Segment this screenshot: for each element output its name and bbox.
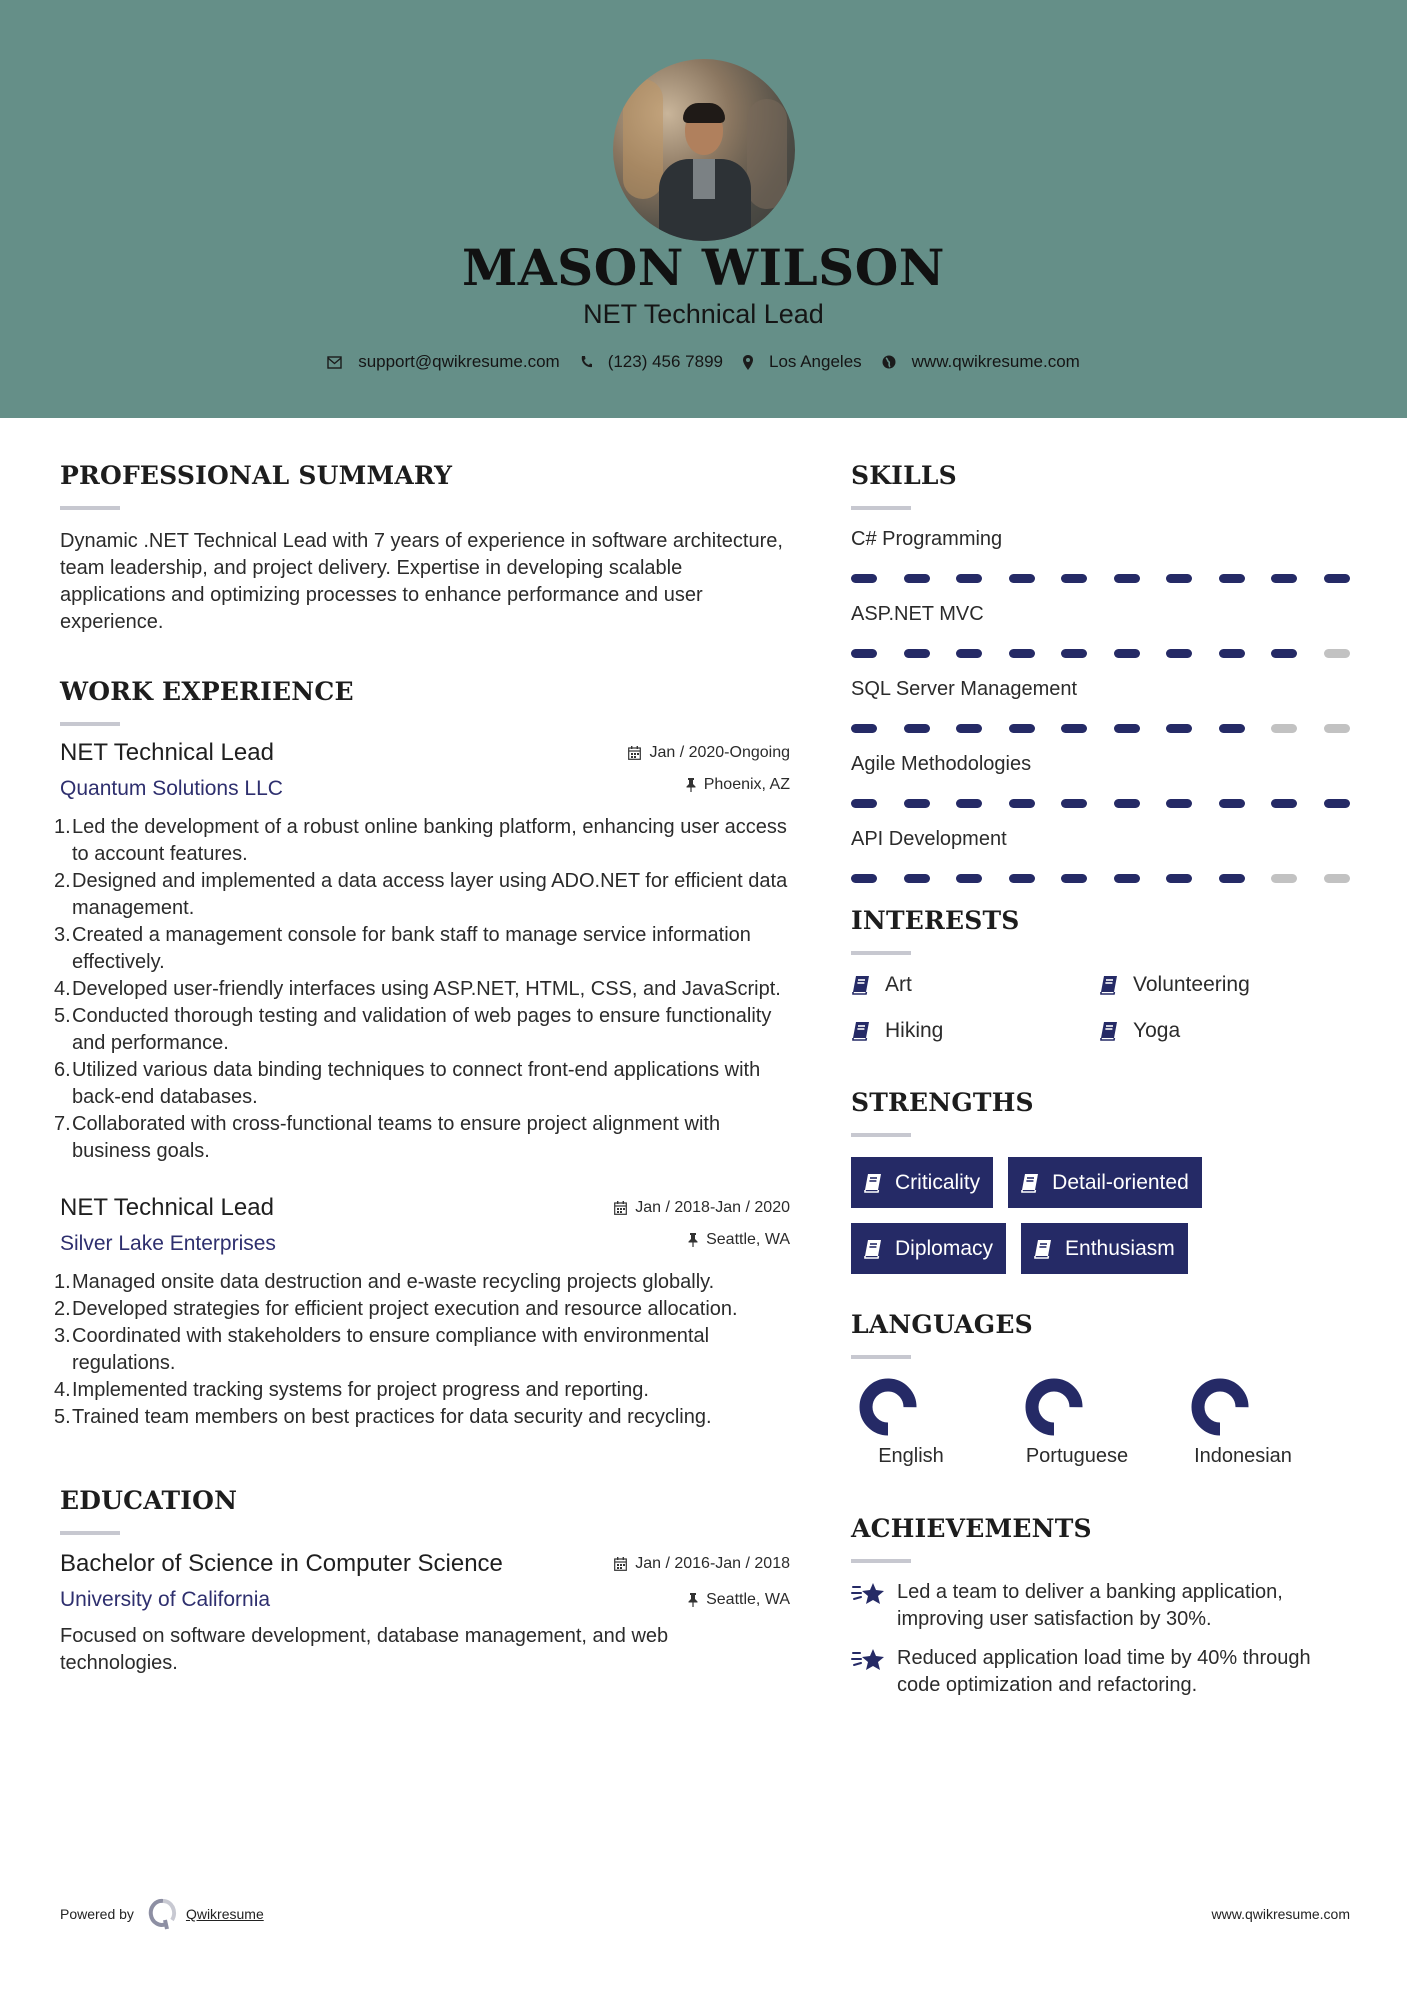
skill-level-dot	[851, 799, 877, 808]
section-divider	[851, 1559, 911, 1563]
interest-label: Volunteering	[1133, 973, 1250, 996]
bullet-item: 2. Developed strategies for efficient project execution and resource allocation.	[54, 1298, 738, 1320]
skill-level-dot	[1009, 799, 1035, 808]
calendar-icon	[628, 746, 641, 760]
section-divider	[851, 506, 911, 510]
section-divider	[851, 1355, 911, 1359]
skill-level-dot	[956, 874, 982, 883]
experience-section	[54, 676, 790, 1431]
skill-item	[851, 751, 1351, 808]
interests-section	[851, 905, 1351, 1045]
job-company: Silver Lake Enterprises	[60, 1232, 276, 1255]
skill-level-dot	[1324, 649, 1350, 658]
skill-level-dot	[1324, 874, 1350, 883]
skill-level-meter	[851, 724, 1350, 733]
skill-level-dot	[1271, 874, 1297, 883]
powered-by-label: Powered by	[60, 1906, 134, 1922]
bullet-item: 5. Conducted thorough testing and validation of web pages to ensure functionality and performance.	[54, 1005, 772, 1054]
skill-level-dot	[1114, 649, 1140, 658]
interests-list	[851, 971, 1351, 1045]
achievements-list	[851, 1579, 1351, 1699]
skill-level-meter	[851, 799, 1350, 808]
interest-label: Yoga	[1133, 1019, 1181, 1042]
language-label: Indonesian	[1194, 1445, 1292, 1467]
skill-level-meter	[851, 574, 1350, 583]
skill-level-dot	[1166, 799, 1192, 808]
skill-level-dot	[1219, 574, 1245, 583]
bullet-item: 4. Developed user-friendly interfaces using ASP.NET, HTML, CSS, and JavaScript.	[54, 978, 781, 1000]
education-description: Focused on software development, database management, and web technologies.	[60, 1625, 669, 1674]
skill-level-dot	[1009, 874, 1035, 883]
section-divider	[851, 951, 911, 955]
page-footer	[60, 1898, 1350, 1930]
phone-icon	[580, 355, 592, 369]
section-title: SKILLS	[851, 461, 957, 490]
skill-level-dot	[1271, 649, 1297, 658]
book-icon	[851, 1021, 871, 1041]
globe-icon	[882, 355, 896, 369]
languages-list	[851, 1377, 1351, 1469]
section-title: LANGUAGES	[851, 1310, 1033, 1339]
language-label: English	[878, 1445, 944, 1467]
resume-header	[0, 0, 1407, 418]
interest-item	[1099, 1017, 1347, 1045]
skill-level-dot	[1166, 574, 1192, 583]
skill-level-dot	[1114, 574, 1140, 583]
skill-level-dot	[851, 649, 877, 658]
skills-section	[851, 460, 1351, 883]
email-text: support@qwikresume.com	[358, 352, 560, 371]
skill-level-dot	[1114, 874, 1140, 883]
book-icon	[863, 1239, 883, 1259]
skill-level-dot	[1166, 724, 1192, 733]
contact-phone[interactable]	[580, 352, 723, 372]
skill-level-dot	[1324, 799, 1350, 808]
book-icon	[851, 975, 871, 995]
strength-label: Diplomacy	[895, 1236, 994, 1260]
strength-label: Enthusiasm	[1065, 1236, 1175, 1260]
book-icon	[1099, 1021, 1119, 1041]
calendar-icon	[614, 1201, 627, 1215]
section-divider	[60, 1531, 120, 1535]
bullet-item: 1. Led the development of a robust online banking platform, enhancing user access to account features.	[54, 816, 787, 865]
skill-level-dot	[1271, 799, 1297, 808]
skill-level-dot	[904, 574, 930, 583]
skill-name: C# Programming	[851, 528, 1003, 550]
job-location: Phoenix, AZ	[628, 770, 790, 800]
skill-item	[851, 601, 1351, 658]
skill-name: SQL Server Management	[851, 678, 1078, 700]
interest-item	[1099, 971, 1347, 999]
skill-level-dot	[1324, 574, 1350, 583]
skill-item	[851, 676, 1351, 733]
skill-level-meter	[851, 874, 1350, 883]
job-bullets	[54, 1269, 790, 1431]
job-title: NET Technical Lead	[60, 1194, 274, 1221]
bullet-item: 7. Collaborated with cross-functional teams to ensure project alignment with business goals.	[54, 1113, 721, 1162]
skill-level-dot	[1114, 724, 1140, 733]
bullet-item: 6. Utilized various data binding techniques to connect front-end applications with back-end databases.	[54, 1059, 761, 1108]
envelope-icon	[327, 356, 342, 369]
job-entry	[54, 738, 790, 1165]
skill-level-dot	[1219, 724, 1245, 733]
skill-level-dot	[851, 724, 877, 733]
job-company: Quantum Solutions LLC	[60, 777, 283, 800]
book-icon	[863, 1173, 883, 1193]
strength-label: Detail-oriented	[1052, 1170, 1189, 1194]
candidate-name: MASON WILSON	[462, 238, 945, 297]
skill-item	[851, 526, 1351, 583]
skill-level-dot	[1061, 799, 1087, 808]
interest-label: Art	[885, 973, 912, 996]
summary-section	[60, 460, 790, 636]
skill-level-dot	[904, 724, 930, 733]
bullet-item: 3. Coordinated with stakeholders to ensure compliance with environmental regulations.	[54, 1325, 710, 1374]
profile-photo	[613, 59, 795, 241]
strengths-list	[851, 1157, 1351, 1289]
candidate-title: NET Technical Lead	[583, 299, 824, 329]
language-item	[1017, 1377, 1183, 1469]
contact-email[interactable]	[327, 352, 560, 372]
book-icon	[1020, 1173, 1040, 1193]
section-title: INTERESTS	[851, 906, 1020, 935]
job-title: NET Technical Lead	[60, 739, 274, 766]
degree-title: Bachelor of Science in Computer Science	[60, 1550, 503, 1577]
skill-level-dot	[1061, 874, 1087, 883]
strengths-section	[851, 1087, 1351, 1289]
education-location: Seattle, WA	[614, 1585, 790, 1615]
strength-badge	[851, 1157, 993, 1208]
skill-level-dot	[956, 574, 982, 583]
skill-level-dot	[1219, 649, 1245, 658]
pushpin-icon	[686, 778, 696, 792]
section-title: ACHIEVEMENTS	[851, 1514, 1092, 1543]
shooting-star-icon	[851, 1581, 887, 1607]
skill-level-dot	[1061, 574, 1087, 583]
skill-level-dot	[904, 799, 930, 808]
skill-level-dot	[1166, 874, 1192, 883]
strength-badge	[851, 1223, 1006, 1274]
skill-level-dot	[1271, 724, 1297, 733]
education-section	[60, 1485, 790, 1677]
section-divider	[851, 1133, 911, 1137]
skill-level-dot	[1114, 799, 1140, 808]
achievement-text: Led a team to deliver a banking application, improving user satisfaction by 30%.	[897, 1581, 1283, 1630]
book-icon	[1099, 975, 1119, 995]
interest-item	[851, 971, 1099, 999]
skill-level-dot	[1219, 799, 1245, 808]
location-text: Los Angeles	[769, 352, 862, 371]
skill-level-dot	[904, 874, 930, 883]
interest-item	[851, 1017, 1099, 1045]
qwikresume-link[interactable]: Qwikresume	[185, 1906, 264, 1922]
footer-website[interactable]: www.qwikresume.com	[1211, 1906, 1350, 1922]
section-divider	[60, 722, 120, 726]
skill-level-dot	[851, 874, 877, 883]
skill-name: Agile Methodologies	[851, 753, 1032, 775]
skill-level-dot	[956, 799, 982, 808]
calendar-icon	[614, 1557, 627, 1571]
job-bullets	[54, 814, 790, 1165]
contact-location	[743, 352, 862, 372]
section-title: PROFESSIONAL SUMMARY	[60, 461, 453, 490]
skill-level-dot	[1271, 574, 1297, 583]
bullet-item: 4. Implemented tracking systems for project progress and reporting.	[54, 1379, 649, 1401]
summary-text: Dynamic .NET Technical Lead with 7 years of experience in software architecture, team leadership, and project delivery. Expertise in developing scalable applications and optimizing processes to enhance performance and user experience.	[60, 530, 783, 633]
language-proficiency-ring	[858, 1377, 918, 1437]
bullet-item: 5. Trained team members on best practices for data security and recycling.	[54, 1406, 712, 1428]
language-item	[851, 1377, 1017, 1469]
skills-list	[851, 526, 1351, 883]
skill-name: ASP.NET MVC	[851, 603, 984, 625]
section-title: WORK EXPERIENCE	[60, 677, 354, 706]
bullet-item: 1. Managed onsite data destruction and e-waste recycling projects globally.	[54, 1271, 715, 1293]
section-title: EDUCATION	[60, 1486, 238, 1515]
shooting-star-icon	[851, 1647, 887, 1673]
language-label: Portuguese	[1025, 1445, 1129, 1467]
language-proficiency-ring	[1190, 1377, 1250, 1437]
map-marker-icon	[743, 355, 753, 370]
languages-section	[851, 1309, 1351, 1469]
skill-level-dot	[1166, 649, 1192, 658]
language-proficiency-ring	[1024, 1377, 1084, 1437]
skill-level-dot	[1009, 724, 1035, 733]
skill-level-dot	[1324, 724, 1350, 733]
pushpin-icon	[688, 1593, 698, 1607]
book-icon	[1033, 1239, 1053, 1259]
job-entry	[54, 1193, 790, 1431]
right-column	[851, 460, 1351, 1711]
pushpin-icon	[688, 1233, 698, 1247]
skill-level-dot	[904, 649, 930, 658]
skill-level-dot	[1219, 874, 1245, 883]
skill-level-dot	[1061, 724, 1087, 733]
education-dates: Jan / 2016-Jan / 2018	[614, 1549, 790, 1579]
skill-level-dot	[1009, 649, 1035, 658]
contact-website[interactable]	[882, 352, 1080, 372]
skill-item	[851, 826, 1351, 883]
achievement-text: Reduced application load time by 40% through code optimization and refactoring.	[897, 1647, 1311, 1696]
skill-level-meter	[851, 649, 1350, 658]
interest-label: Hiking	[885, 1019, 944, 1042]
phone-text: (123) 456 7899	[607, 352, 724, 371]
job-dates: Jan / 2018-Jan / 2020	[614, 1193, 790, 1223]
achievements-section	[851, 1513, 1351, 1699]
section-title: STRENGTHS	[851, 1088, 1034, 1117]
strength-badge	[1021, 1223, 1188, 1274]
school-name: University of California	[60, 1588, 271, 1611]
bullet-item: 2. Designed and implemented a data access layer using ADO.NET for efficient data management.	[54, 870, 788, 919]
achievement-item	[851, 1579, 1351, 1633]
skill-name: API Development	[851, 828, 1007, 850]
skill-level-dot	[1061, 649, 1087, 658]
left-column	[54, 460, 790, 1677]
skill-level-dot	[956, 649, 982, 658]
achievement-item	[851, 1645, 1351, 1699]
website-text: www.qwikresume.com	[911, 352, 1080, 371]
skill-level-dot	[851, 574, 877, 583]
qwikresume-logo-icon	[148, 1898, 178, 1930]
job-dates: Jan / 2020-Ongoing	[628, 738, 790, 768]
strength-label: Criticality	[895, 1170, 981, 1194]
language-item	[1183, 1377, 1349, 1469]
section-divider	[60, 506, 120, 510]
skill-level-dot	[956, 724, 982, 733]
skill-level-dot	[1009, 574, 1035, 583]
strength-badge	[1008, 1157, 1202, 1208]
job-location: Seattle, WA	[614, 1225, 790, 1255]
bullet-item: 3. Created a management console for bank staff to manage service information effectively.	[54, 924, 751, 973]
contact-bar	[0, 352, 1407, 372]
